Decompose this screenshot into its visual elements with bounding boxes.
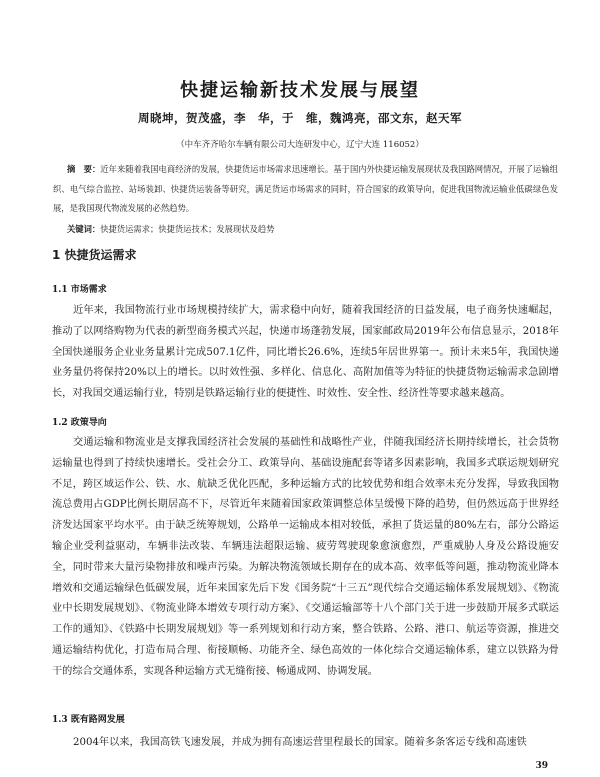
abstract-text: 近年来随着我国电商经济的发展，快捷货运市场需求迅速增长。基于国内外快捷运输发展现状及我国路网情况，开展了运输组织、电气综合监控、站场装卸、快捷货运装备等研究，满足货运市场需求的同时，符合国家的政策导向，促进我国物流运输业低碳绿色发展，是我国现代物流发展的必然趋势。 [53,164,558,214]
subsection-heading-1-1: 1.1 市场需求 [52,285,107,295]
author-list: 周晓坤，贺茂盛，李 华，于 维，魏鸿亮，邵文东，赵天军 [138,111,462,125]
paper-title: 快捷运输新技术发展与展望 [180,80,420,101]
affiliation: （中车齐齐哈尔车辆有限公司大连研发中心，辽宁大连 116052） [176,140,424,150]
abstract-label: 摘 要： [67,164,101,174]
subsection-heading-1-3: 1.3 既有路网发展 [52,715,125,725]
page-number: 39 [535,761,548,771]
subsection-heading-1-2: 1.2 政策导向 [52,418,107,428]
paragraph-policy-guidance: 交通运输和物流业是支撑我国经济社会发展的基础性和战略性产业，伴随我国经济长期持续增长，社会货物运输量也得到了持续快速增长。受社会分工、政策导向、基础设施配套等诸多因素影响，我国多式联运规划研究不足，跨区域运作公、铁、水、航缺乏优化匹配，多种运输方式的比较优势和组合效率未充分发挥，导致我国物流总费用占GDP比例长期居高不下，尽管近年来随着国家政策调整总体呈缓慢下降的趋势，但仍然远高于世界经济发达国家平均水平。由于缺乏统筹规划，公路单一运输成本相对较低，承担了货运量的80%左右，部分公路运输企业受利益驱动，车辆非法改装、车辆违法超限运输、疲劳驾驶现象愈演愈烈，严重威胁人身及公路设施安全，同时带来大量污染物排放和噪声污染。为解决物流领域长期存在的成本高、效率低等问题，推动物流业降本增效和交通运输绿色低碳发展，近年来国家先后下发《国务院“十三五”现代综合交通运输体系发展规划》、《物流业中长期发展规划》、《物流业降本增效专项行动方案》、《交通运输部等十八个部门关于进一步鼓励开展多式联运工作的通知》、《铁路中长期发展规划》等一系列规划和行动方案，整合铁路、公路、港口、航运等资源，推进交通运输结构优化，打造布局合理、衔接顺畅、功能齐全、绿色高效的一体化综合交通运输体系，建立以铁路为骨干的综合交通体系，实现各种运输方式无缝衔接、畅通成网、协调发展。 [52,437,559,677]
keywords [67,223,274,235]
section-heading-1: 1 快捷货运需求 [52,248,137,262]
keywords-text: 快捷货运需求；快捷货运技术；发展现状及趋势 [100,224,275,234]
paragraph-market-demand: 近年来，我国物流行业市场规模持续扩大，需求稳中向好，随着我国经济的日益发展，电子商务快速崛起，推动了以网络购物为代表的新型商务模式兴起，快递市场蓬勃发展，国家邮政局2019年公布信息显示，2018年全国快递服务企业业务量累计完成507.1亿件，同比增长26.6%，连续5年居世界第一。预计未来5年，我国快递业务量仍将保持20%以上的增长。以时效性强、多样化、信息化、高附加值等为特征的快捷货物运输需求急剧增长，对我国交通运输行业，特别是铁路运输行业的便捷性、时效性、安全性、经济性等要求越来越高。 [52,305,559,400]
abstract [53,160,558,219]
paragraph-network-development: 2004年以来，我国高铁飞速发展，并成为拥有高速运营里程最长的国家。随着多条客运专线和高速铁 [73,737,527,748]
keywords-label: 关键词： [67,224,101,234]
